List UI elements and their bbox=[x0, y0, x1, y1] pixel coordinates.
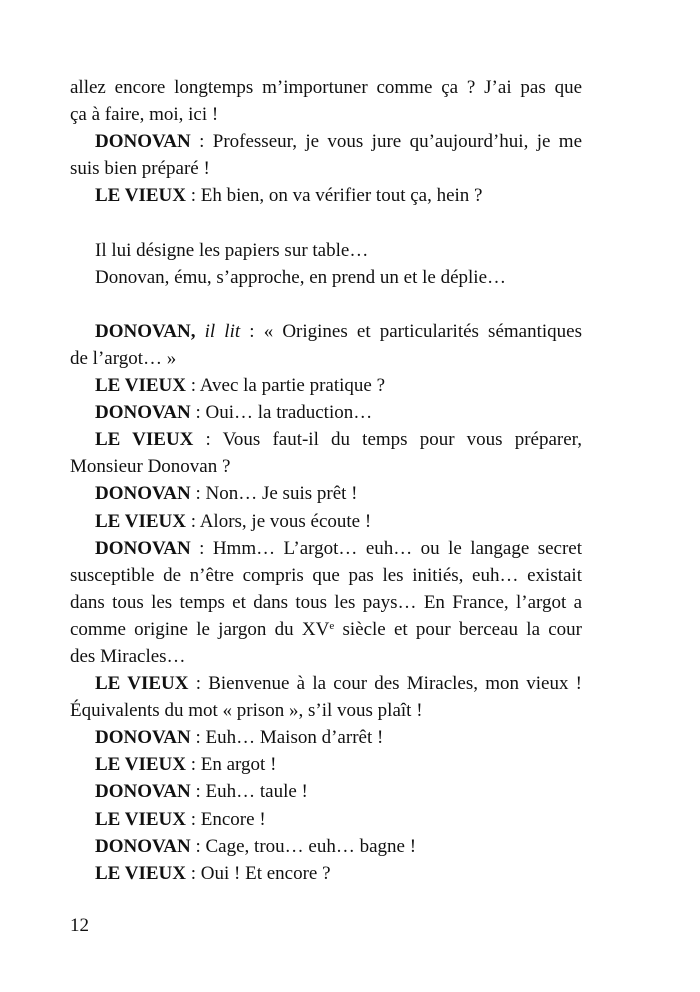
line-text: : « Origines et particularités sémantiques bbox=[240, 320, 582, 342]
speaker-name: DONOVAN bbox=[95, 537, 191, 559]
text-line bbox=[70, 155, 582, 182]
play-text bbox=[70, 74, 582, 887]
line-text: : Hmm… L’argot… euh… ou le langage secret bbox=[190, 537, 582, 559]
speaker-name: LE VIEUX bbox=[95, 429, 194, 451]
dialogue-line bbox=[70, 778, 582, 805]
line-text: : Alors, je vous écoute ! bbox=[185, 510, 372, 532]
dialogue-line bbox=[70, 833, 582, 860]
line-text: : Oui ! Et encore ? bbox=[185, 862, 331, 884]
line-text: : Professeur, je vous jure qu’aujourd’hui, je me bbox=[190, 131, 582, 153]
speaker-name: DONOVAN bbox=[95, 835, 191, 857]
speaker-name: DONOVAN bbox=[95, 727, 191, 749]
superscript: e bbox=[329, 619, 335, 632]
line-text: : Avec la partie pratique ? bbox=[185, 375, 386, 397]
speaker-name: DONOVAN bbox=[95, 781, 191, 803]
text-line bbox=[70, 562, 582, 589]
text-line bbox=[70, 589, 582, 616]
text-line bbox=[70, 643, 582, 670]
line-text: : Cage, trou… euh… bagne ! bbox=[190, 835, 417, 857]
line-text: : Euh… taule ! bbox=[190, 781, 308, 803]
speaker-name: LE VIEUX bbox=[95, 754, 186, 776]
dialogue-line bbox=[70, 806, 582, 833]
line-text: des Miracles… bbox=[70, 645, 186, 667]
line-text: : Vous faut-il du temps pour vous préparer, bbox=[193, 429, 582, 451]
line-text: ça à faire, moi, ici ! bbox=[70, 104, 219, 126]
speaker-name: LE VIEUX bbox=[95, 808, 186, 830]
speaker-name: LE VIEUX bbox=[95, 185, 186, 207]
dialogue-line bbox=[70, 182, 582, 209]
page-number: 12 bbox=[70, 915, 89, 936]
line-text: de l’argot… » bbox=[70, 347, 177, 369]
line-text: : Euh… Maison d’arrêt ! bbox=[190, 727, 384, 749]
dialogue-line bbox=[70, 724, 582, 751]
dialogue-line bbox=[70, 426, 582, 453]
speaker-name: LE VIEUX bbox=[95, 375, 186, 397]
line-text: Équivalents du mot « prison », s’il vous plaît ! bbox=[70, 700, 423, 722]
line-text: dans tous les temps et dans tous les pays… En France, l’argot a bbox=[70, 591, 582, 613]
text-line bbox=[70, 697, 582, 724]
line-text: Il lui désigne les papiers sur table… bbox=[95, 239, 369, 261]
blank-line bbox=[70, 291, 582, 318]
line-text: siècle et pour berceau la cour bbox=[334, 618, 582, 640]
text-line bbox=[70, 453, 582, 480]
dialogue-line bbox=[70, 318, 582, 345]
line-text: : Eh bien, on va vérifier tout ça, hein ? bbox=[185, 185, 483, 207]
speaker-name: DONOVAN bbox=[95, 402, 191, 424]
dialogue-line bbox=[70, 372, 582, 399]
dialogue-line bbox=[70, 128, 582, 155]
inline-stage-direction: il lit bbox=[204, 320, 241, 342]
dialogue-line bbox=[70, 480, 582, 507]
speaker-name: LE VIEUX bbox=[95, 862, 186, 884]
speaker-name: LE VIEUX bbox=[95, 510, 186, 532]
line-text: susceptible de n’être compris que pas les initiés, euh… existait bbox=[70, 564, 582, 586]
text-line bbox=[70, 74, 582, 101]
speaker-name: DONOVAN bbox=[95, 131, 191, 153]
line-text: : Oui… la traduction… bbox=[190, 402, 373, 424]
line-text: : Non… Je suis prêt ! bbox=[190, 483, 358, 505]
blank-line bbox=[70, 209, 582, 236]
line-text: allez encore longtemps m’importuner comme ça ? J’ai pas que bbox=[70, 77, 582, 98]
dialogue-line bbox=[70, 751, 582, 778]
stage-direction bbox=[70, 237, 582, 264]
text-line bbox=[70, 101, 582, 128]
line-text: : En argot ! bbox=[185, 754, 277, 776]
dialogue-line bbox=[70, 670, 582, 697]
dialogue-line bbox=[70, 535, 582, 562]
line-text: Monsieur Donovan ? bbox=[70, 456, 231, 478]
speaker-name: LE VIEUX bbox=[95, 673, 189, 695]
speaker-name: DONOVAN bbox=[95, 483, 191, 505]
text-line bbox=[70, 616, 582, 643]
dialogue-line bbox=[70, 399, 582, 426]
speaker-name: DONOVAN, bbox=[95, 320, 196, 342]
line-text: Donovan, ému, s’approche, en prend un et le déplie… bbox=[95, 266, 507, 288]
stage-direction bbox=[70, 264, 582, 291]
line-text: comme origine le jargon du XV bbox=[70, 618, 330, 640]
line-text: : Bienvenue à la cour des Miracles, mon vieux ! bbox=[188, 673, 582, 695]
dialogue-line bbox=[70, 508, 582, 535]
dialogue-line bbox=[70, 860, 582, 887]
line-text: suis bien préparé ! bbox=[70, 158, 210, 180]
text-line bbox=[70, 345, 582, 372]
line-text: : Encore ! bbox=[185, 808, 266, 830]
